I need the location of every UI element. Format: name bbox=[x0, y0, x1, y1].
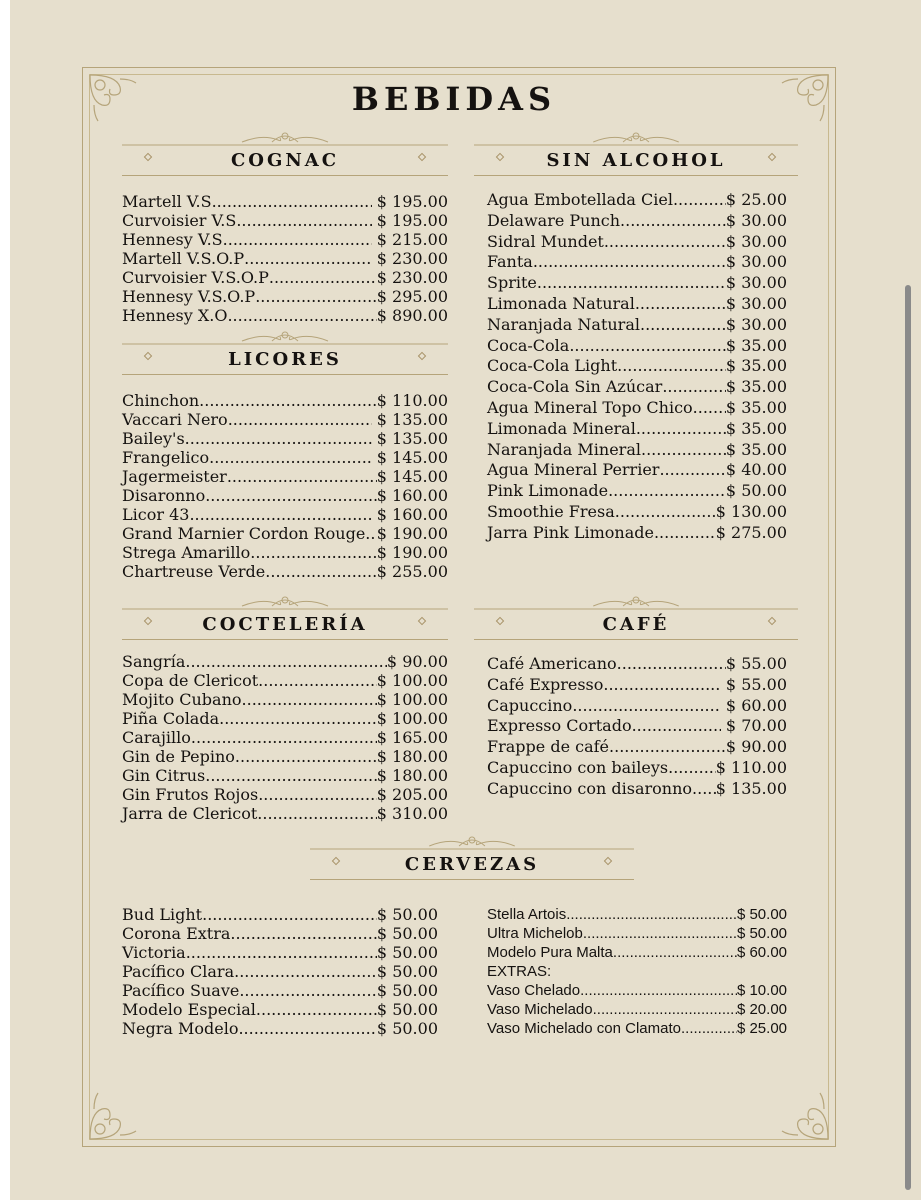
menu-item bbox=[487, 654, 787, 675]
flourish-divider-icon bbox=[474, 128, 798, 148]
dot-leader bbox=[265, 562, 376, 581]
menu-item bbox=[122, 562, 448, 581]
item-price: $ 180.00 bbox=[376, 766, 448, 785]
menu-item bbox=[487, 905, 787, 924]
menu-item bbox=[487, 315, 787, 336]
dot-leader bbox=[250, 543, 376, 562]
section-header bbox=[310, 832, 634, 882]
item-name: Agua Mineral Topo Chico bbox=[487, 397, 693, 417]
item-name: Naranjada Mineral bbox=[487, 439, 641, 459]
item-name: Strega Amarillo bbox=[122, 543, 251, 562]
dot-leader bbox=[608, 481, 726, 502]
item-price: $ 145.00 bbox=[371, 448, 448, 467]
item-price: $ 60.00 bbox=[720, 695, 787, 715]
flourish-divider-icon bbox=[122, 327, 448, 347]
item-price: $ 50.00 bbox=[376, 962, 438, 981]
item-price: $ 890.00 bbox=[376, 306, 448, 325]
menu-item bbox=[122, 943, 438, 962]
dot-leader bbox=[227, 467, 377, 486]
item-price: $ 50.00 bbox=[376, 1019, 438, 1038]
item-price: $ 50.00 bbox=[725, 481, 787, 501]
item-price: $ 30.00 bbox=[725, 293, 787, 313]
menu-item bbox=[487, 273, 787, 294]
menu-item bbox=[122, 543, 448, 562]
dot-leader bbox=[617, 356, 726, 377]
item-price: $ 100.00 bbox=[376, 709, 448, 728]
item-price: $ 135.00 bbox=[715, 778, 787, 798]
dot-leader bbox=[239, 981, 377, 1000]
section-title: CERVEZAS bbox=[404, 854, 540, 875]
section-header bbox=[122, 128, 448, 178]
section-title: LICORES bbox=[228, 349, 342, 370]
dot-leader bbox=[365, 524, 376, 543]
item-price: $ 160.00 bbox=[376, 486, 448, 505]
item-price: $ 190.00 bbox=[376, 524, 448, 543]
dot-leader bbox=[219, 709, 377, 728]
item-price: $ 110.00 bbox=[715, 757, 787, 777]
dot-leader bbox=[202, 905, 377, 924]
item-name: Limonada Mineral bbox=[487, 418, 636, 438]
scrollbar[interactable] bbox=[905, 285, 911, 1190]
menu-item bbox=[487, 779, 787, 800]
dot-leader bbox=[659, 460, 725, 481]
dot-leader bbox=[257, 804, 376, 823]
dot-leader bbox=[613, 943, 737, 962]
dot-leader bbox=[654, 523, 716, 544]
item-price: $ 135.00 bbox=[371, 410, 448, 429]
item-name: Corona Extra bbox=[122, 924, 231, 943]
item-price: $ 40.00 bbox=[725, 460, 787, 480]
dot-leader bbox=[191, 728, 377, 747]
menu-item bbox=[122, 981, 438, 1000]
item-price: $ 35.00 bbox=[725, 377, 787, 397]
item-name: Jagermeister bbox=[122, 467, 227, 486]
item-name: Sprite bbox=[487, 273, 537, 293]
item-price: $ 20.00 bbox=[736, 1001, 787, 1018]
dot-leader bbox=[212, 192, 372, 211]
dot-leader bbox=[186, 943, 377, 962]
menu-item bbox=[122, 804, 448, 823]
dot-leader bbox=[533, 252, 726, 273]
item-list bbox=[487, 654, 787, 800]
item-name: Smoothie Fresa bbox=[487, 501, 615, 521]
dot-leader bbox=[205, 486, 377, 505]
item-name: Piña Colada bbox=[122, 709, 220, 728]
section-header bbox=[474, 128, 798, 178]
item-name: Pink Limonade bbox=[487, 481, 609, 501]
menu-item bbox=[122, 192, 448, 211]
menu-item bbox=[122, 1019, 438, 1038]
item-list-cervezas-left bbox=[122, 905, 438, 1038]
dot-leader bbox=[537, 273, 726, 294]
dot-leader bbox=[189, 505, 371, 524]
dot-leader bbox=[199, 391, 377, 410]
divider bbox=[474, 175, 798, 176]
section-licores bbox=[122, 327, 448, 581]
item-price: $ 50.00 bbox=[376, 1000, 438, 1019]
menu-item bbox=[122, 391, 448, 410]
section-cocteleria bbox=[122, 592, 448, 823]
menu-item bbox=[487, 1019, 787, 1038]
item-price: $ 50.00 bbox=[376, 905, 438, 924]
menu-item bbox=[487, 252, 787, 273]
item-name: Disaronno bbox=[122, 486, 206, 505]
item-price: $ 295.00 bbox=[376, 287, 448, 306]
item-list bbox=[122, 391, 448, 581]
item-name: Jarra de Clericot bbox=[122, 804, 258, 823]
item-price: $ 230.00 bbox=[376, 268, 448, 287]
item-name: Capuccino con disaronno bbox=[487, 778, 693, 798]
item-price: $ 50.00 bbox=[376, 924, 438, 943]
menu-item bbox=[122, 505, 448, 524]
item-list-cervezas-right bbox=[487, 905, 787, 1038]
item-name: Martell V.S.O.P bbox=[122, 249, 245, 268]
item-price: $ 135.00 bbox=[371, 429, 448, 448]
dot-leader bbox=[228, 410, 372, 429]
dot-leader bbox=[566, 905, 737, 924]
menu-item bbox=[122, 747, 448, 766]
dot-leader bbox=[615, 502, 716, 523]
dot-leader bbox=[235, 747, 377, 766]
item-price: $ 60.00 bbox=[736, 944, 787, 961]
item-price: $ 130.00 bbox=[715, 501, 787, 521]
dot-leader bbox=[617, 654, 726, 675]
dot-leader bbox=[205, 766, 377, 785]
dot-leader bbox=[569, 336, 726, 357]
item-name: Gin de Pepino bbox=[122, 747, 235, 766]
item-name: Gin Frutos Rojos bbox=[122, 785, 259, 804]
item-price: $ 100.00 bbox=[376, 690, 448, 709]
dot-leader bbox=[673, 190, 726, 211]
item-name: Grand Marnier Cordon Rouge bbox=[122, 524, 366, 543]
dot-leader bbox=[185, 429, 372, 448]
menu-item bbox=[487, 502, 787, 523]
item-name: Ultra Michelob bbox=[487, 925, 583, 942]
dot-leader bbox=[572, 696, 721, 717]
item-name: Naranjada Natural bbox=[487, 314, 640, 334]
item-name: Café Americano bbox=[487, 654, 617, 673]
flourish-divider-icon bbox=[122, 592, 448, 612]
item-name: Martell V.S bbox=[122, 192, 212, 211]
dot-leader bbox=[580, 981, 737, 1000]
dot-leader bbox=[635, 294, 726, 315]
item-name: Hennesy V.S bbox=[122, 230, 223, 249]
menu-item bbox=[487, 398, 787, 419]
item-price: $ 70.00 bbox=[720, 716, 787, 736]
item-name: Copa de Clericot bbox=[122, 671, 259, 690]
item-name: Sidral Mundet bbox=[487, 231, 604, 251]
menu-item bbox=[487, 924, 787, 943]
item-name: Capuccino con baileys bbox=[487, 757, 669, 777]
dot-leader bbox=[230, 924, 377, 943]
item-name: Chinchon bbox=[122, 391, 200, 410]
dot-leader bbox=[255, 287, 377, 306]
item-price: $ 195.00 bbox=[371, 211, 448, 230]
menu-item bbox=[487, 962, 787, 981]
section-header bbox=[122, 592, 448, 642]
dot-leader bbox=[258, 671, 377, 690]
item-price: $ 145.00 bbox=[376, 467, 448, 486]
menu-item bbox=[487, 696, 787, 717]
item-price: $ 25.00 bbox=[736, 1020, 787, 1037]
menu-item bbox=[122, 268, 448, 287]
item-price: $ 50.00 bbox=[736, 906, 787, 923]
item-list bbox=[487, 190, 787, 544]
menu-item bbox=[487, 440, 787, 461]
item-name: Jarra Pink Limonade bbox=[487, 522, 654, 542]
flourish-divider-icon bbox=[310, 832, 634, 852]
item-price: $ 55.00 bbox=[725, 654, 787, 673]
item-name: Curvoisier V.S bbox=[122, 211, 237, 230]
menu-item bbox=[122, 410, 448, 429]
item-price: $ 30.00 bbox=[725, 231, 787, 251]
item-price: $ 90.00 bbox=[386, 652, 448, 671]
menu-item bbox=[487, 232, 787, 253]
menu-item bbox=[122, 924, 438, 943]
dot-leader bbox=[583, 924, 737, 943]
section-title: COCTELERÍA bbox=[202, 614, 368, 635]
dot-leader bbox=[242, 690, 377, 709]
dot-leader bbox=[269, 268, 377, 287]
dot-leader bbox=[662, 377, 726, 398]
item-name: Stella Artois bbox=[487, 906, 567, 923]
item-price: $ 310.00 bbox=[376, 804, 448, 823]
item-name: Coca-Cola Light bbox=[487, 356, 618, 376]
item-name: Hennesy X.O bbox=[122, 306, 228, 325]
dot-leader bbox=[681, 1019, 737, 1038]
item-list bbox=[122, 192, 448, 325]
menu-item bbox=[122, 905, 438, 924]
item-price: $ 110.00 bbox=[376, 391, 448, 410]
section-sin-alcohol bbox=[474, 128, 798, 544]
item-price: $ 35.00 bbox=[725, 356, 787, 376]
menu-item bbox=[122, 728, 448, 747]
item-name: Vaccari Nero bbox=[122, 410, 228, 429]
divider bbox=[122, 639, 448, 640]
divider bbox=[474, 639, 798, 640]
menu-item bbox=[122, 448, 448, 467]
item-price: $ 190.00 bbox=[376, 543, 448, 562]
item-name: Carajillo bbox=[122, 728, 191, 747]
dot-leader bbox=[223, 230, 372, 249]
menu-item bbox=[122, 709, 448, 728]
item-price: $ 50.00 bbox=[376, 943, 438, 962]
menu-item bbox=[122, 690, 448, 709]
dot-leader bbox=[640, 315, 726, 336]
item-name: Frangelico bbox=[122, 448, 210, 467]
item-name: Fanta bbox=[487, 252, 533, 272]
item-name: Delaware Punch bbox=[487, 210, 621, 230]
menu-item bbox=[122, 249, 448, 268]
divider bbox=[122, 175, 448, 176]
item-name: Agua Mineral Perrier bbox=[487, 460, 660, 480]
item-list bbox=[122, 652, 448, 823]
item-name: Negra Modelo bbox=[122, 1019, 239, 1038]
menu-item bbox=[487, 356, 787, 377]
menu-item bbox=[122, 652, 448, 671]
dot-leader bbox=[238, 1019, 376, 1038]
flourish-divider-icon bbox=[474, 592, 798, 612]
item-price: $ 35.00 bbox=[725, 335, 787, 355]
item-name: Licor 43 bbox=[122, 505, 190, 524]
item-price: $ 10.00 bbox=[736, 982, 787, 999]
item-price: $ 25.00 bbox=[725, 190, 787, 209]
menu-item bbox=[122, 671, 448, 690]
menu-item bbox=[487, 460, 787, 481]
item-price: $ 160.00 bbox=[371, 505, 448, 524]
item-name: Vaso Michelado bbox=[487, 1001, 593, 1018]
item-name: Modelo Pura Malta bbox=[487, 944, 613, 961]
section-title: SIN ALCOHOL bbox=[546, 150, 726, 171]
item-price: $ 100.00 bbox=[376, 671, 448, 690]
dot-leader bbox=[256, 1000, 377, 1019]
item-price: $ 35.00 bbox=[725, 439, 787, 459]
item-name: Agua Embotellada Ciel bbox=[487, 190, 673, 209]
menu-item bbox=[487, 675, 787, 696]
menu-item bbox=[487, 211, 787, 232]
menu-item bbox=[487, 377, 787, 398]
dot-leader bbox=[636, 419, 726, 440]
dot-leader bbox=[234, 962, 377, 981]
menu-item bbox=[487, 190, 787, 211]
dot-leader bbox=[692, 779, 716, 800]
corner-ornament-icon bbox=[772, 1083, 832, 1143]
item-name: Hennesy V.S.O.P bbox=[122, 287, 256, 306]
item-name: Gin Citrus bbox=[122, 766, 206, 785]
item-price: $ 35.00 bbox=[725, 397, 787, 417]
menu-item bbox=[122, 1000, 438, 1019]
menu-item bbox=[487, 758, 787, 779]
item-price: $ 30.00 bbox=[725, 273, 787, 293]
dot-leader bbox=[244, 249, 372, 268]
section-header bbox=[122, 327, 448, 377]
item-name: Coca-Cola Sin Azúcar bbox=[487, 377, 663, 397]
menu-item bbox=[122, 306, 448, 325]
item-price: $ 30.00 bbox=[725, 210, 787, 230]
item-name: Modelo Especial bbox=[122, 1000, 256, 1019]
menu-item bbox=[122, 766, 448, 785]
divider bbox=[310, 879, 634, 880]
menu-item bbox=[487, 1000, 787, 1019]
item-name: Limonada Natural bbox=[487, 293, 635, 313]
dot-leader bbox=[609, 737, 726, 758]
item-price: $ 90.00 bbox=[725, 737, 787, 757]
dot-leader bbox=[185, 652, 387, 671]
dot-leader bbox=[641, 440, 726, 461]
section-cervezas bbox=[310, 832, 634, 882]
menu-item bbox=[122, 467, 448, 486]
flourish-divider-icon bbox=[122, 128, 448, 148]
item-price: $ 180.00 bbox=[376, 747, 448, 766]
section-cognac bbox=[122, 128, 448, 325]
item-price: $ 30.00 bbox=[725, 252, 787, 272]
item-name: EXTRAS: bbox=[487, 963, 552, 980]
item-name: Vaso Michelado con Clamato bbox=[487, 1020, 681, 1037]
corner-ornament-icon bbox=[86, 1083, 146, 1143]
item-price: $ 55.00 bbox=[720, 674, 787, 694]
dot-leader bbox=[227, 306, 376, 325]
item-price: $ 165.00 bbox=[376, 728, 448, 747]
menu-item bbox=[487, 981, 787, 1000]
item-price: $ 50.00 bbox=[736, 925, 787, 942]
dot-leader bbox=[593, 1000, 737, 1019]
item-name: Sangría bbox=[122, 652, 186, 671]
menu-item bbox=[122, 962, 438, 981]
dot-leader bbox=[209, 448, 372, 467]
item-price: $ 275.00 bbox=[715, 522, 787, 542]
item-price: $ 230.00 bbox=[371, 249, 448, 268]
dot-leader bbox=[693, 398, 726, 419]
menu-item bbox=[122, 486, 448, 505]
divider bbox=[122, 374, 448, 375]
menu-item bbox=[487, 523, 787, 544]
item-name: Frappe de café bbox=[487, 737, 610, 757]
item-name: Capuccino bbox=[487, 695, 573, 715]
menu-item bbox=[487, 294, 787, 315]
menu-item bbox=[487, 716, 787, 737]
dot-leader bbox=[236, 211, 371, 230]
dot-leader bbox=[620, 211, 726, 232]
section-cafe bbox=[474, 592, 798, 800]
item-price: $ 255.00 bbox=[376, 562, 448, 581]
menu-item bbox=[487, 481, 787, 502]
menu-item bbox=[487, 419, 787, 440]
item-price: $ 215.00 bbox=[371, 230, 448, 249]
item-name: Pacífico Clara bbox=[122, 962, 235, 981]
item-name: Vaso Chelado bbox=[487, 982, 581, 999]
menu-item bbox=[122, 287, 448, 306]
section-header bbox=[474, 592, 798, 642]
section-title: CAFÉ bbox=[602, 614, 670, 635]
item-name: Victoria bbox=[122, 943, 186, 962]
menu-item bbox=[487, 737, 787, 758]
dot-leader bbox=[668, 758, 716, 779]
item-name: Pacífico Suave bbox=[122, 981, 240, 1000]
item-name: Curvoisier V.S.O.P bbox=[122, 268, 269, 287]
menu-item bbox=[122, 211, 448, 230]
menu-item bbox=[122, 524, 448, 543]
dot-leader bbox=[258, 785, 377, 804]
item-price: $ 35.00 bbox=[725, 418, 787, 438]
item-price: $ 195.00 bbox=[371, 192, 448, 211]
item-name: Mojito Cubano bbox=[122, 690, 242, 709]
section-title: COGNAC bbox=[230, 150, 340, 171]
menu-item bbox=[122, 785, 448, 804]
item-name: Bailey's bbox=[122, 429, 185, 448]
dot-leader bbox=[603, 675, 720, 696]
menu-item bbox=[122, 429, 448, 448]
item-name: Expresso Cortado bbox=[487, 716, 632, 736]
item-price: $ 205.00 bbox=[376, 785, 448, 804]
item-price: $ 50.00 bbox=[376, 981, 438, 1000]
dot-leader bbox=[632, 716, 721, 737]
menu-item bbox=[122, 230, 448, 249]
page-edge bbox=[0, 0, 10, 1200]
item-price: $ 30.00 bbox=[725, 314, 787, 334]
menu-item bbox=[487, 943, 787, 962]
item-name: Coca-Cola bbox=[487, 335, 570, 355]
item-name: Chartreuse Verde bbox=[122, 562, 266, 581]
dot-leader bbox=[604, 232, 726, 253]
menu-item bbox=[487, 336, 787, 357]
item-name: Café Expresso bbox=[487, 674, 604, 694]
item-name: Bud Light bbox=[122, 905, 203, 924]
page-title: BEBIDAS bbox=[351, 80, 557, 118]
